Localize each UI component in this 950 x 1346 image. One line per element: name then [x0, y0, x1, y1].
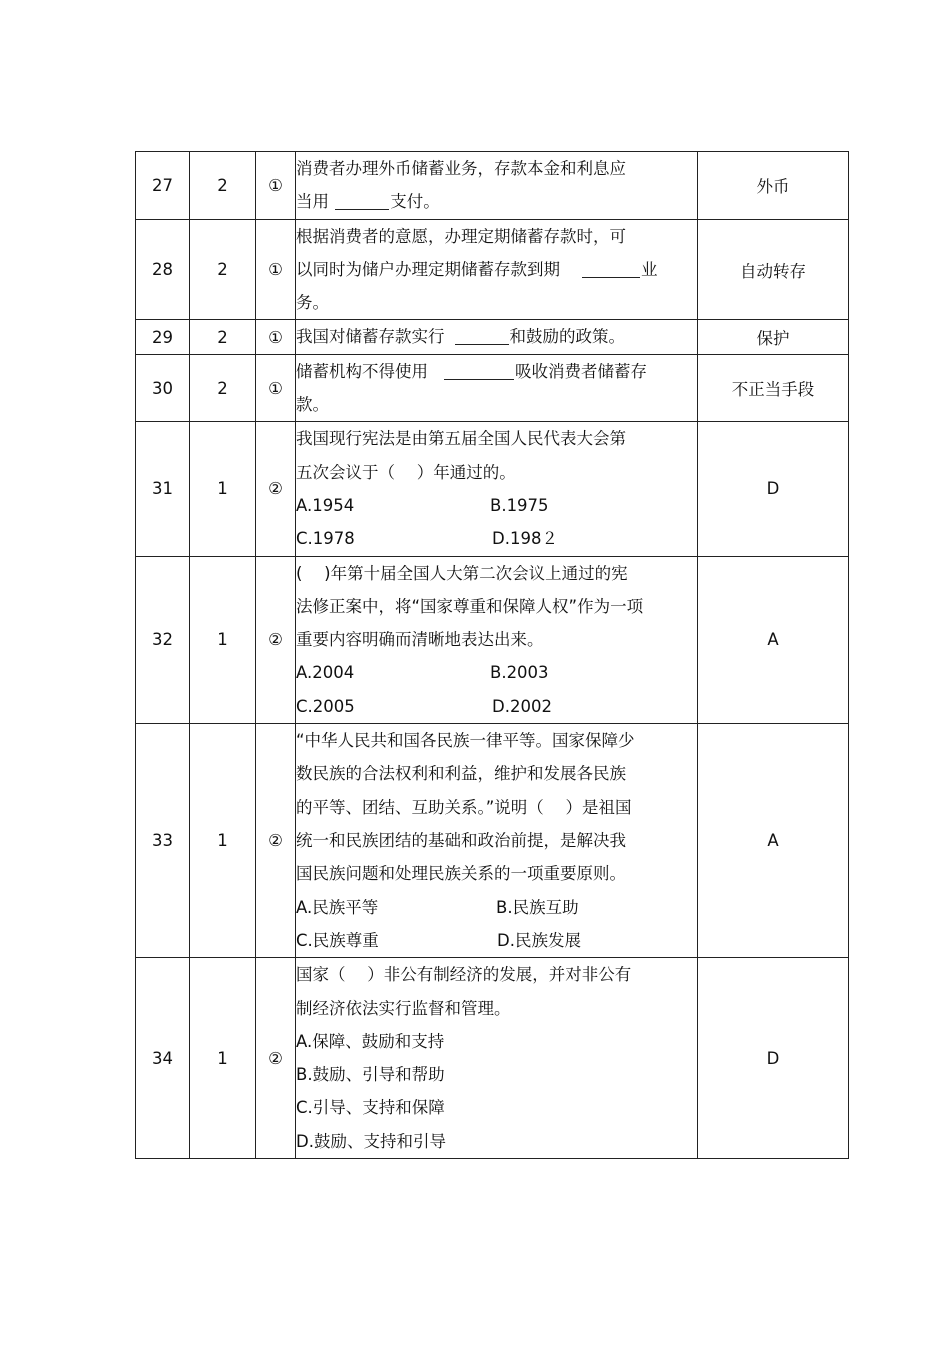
answer-cell: 保护 — [698, 320, 849, 354]
question-line: 法修正案中，将“国家尊重和保障人权”作为一项 — [296, 596, 644, 616]
option-item: C.2005 — [296, 696, 355, 716]
question-row — [136, 556, 849, 723]
question-row — [136, 152, 849, 220]
answer-cell: A — [698, 556, 849, 723]
question-number: 28 — [136, 219, 190, 320]
question-text — [296, 354, 698, 422]
question-line-with-blank — [296, 355, 697, 388]
question-type-marker: ② — [256, 556, 296, 723]
option-item: B.1975 — [490, 495, 549, 515]
question-score: 2 — [190, 152, 256, 220]
question-line: 的平等、团结、互助关系。”说明（ ）是祖国 — [296, 797, 632, 817]
option-item: D.2002 — [492, 696, 552, 716]
question-row — [136, 219, 849, 320]
question-number: 32 — [136, 556, 190, 723]
question-text — [296, 556, 698, 723]
option-item: C.民族尊重 — [296, 930, 379, 950]
question-row — [136, 724, 849, 958]
question-text — [296, 219, 698, 320]
question-line: 我国现行宪法是由第五届全国人民代表大会第 — [296, 429, 626, 449]
question-type-marker: ② — [256, 422, 296, 556]
option-item: C.1978 — [296, 529, 355, 549]
question-line: B.鼓励、引导和帮助 — [296, 1065, 445, 1085]
question-score: 2 — [190, 354, 256, 422]
question-text — [296, 152, 698, 220]
option-pair — [296, 924, 697, 957]
question-line: 数民族的合法权利和利益，维护和发展各民族 — [296, 764, 626, 784]
question-line: 国民族问题和处理民族关系的一项重要原则。 — [296, 864, 626, 884]
question-line: 国家（ ）非公有制经济的发展，并对非公有 — [296, 965, 632, 985]
question-number: 29 — [136, 320, 190, 354]
answer-cell: D — [698, 958, 849, 1159]
fill-in-blank — [335, 189, 389, 210]
option-pair — [296, 489, 697, 522]
blank-suffix: 吸收消费者储蓄存 — [515, 361, 647, 381]
question-line: D.鼓励、支持和引导 — [296, 1131, 446, 1151]
blank-prefix: 我国对储蓄存款实行 — [296, 327, 445, 347]
blank-prefix: 储蓄机构不得使用 — [296, 361, 428, 381]
answer-cell: D — [698, 422, 849, 556]
question-type-marker: ① — [256, 354, 296, 422]
question-line: “中华人民共和国各民族一律平等。国家保障少 — [296, 731, 635, 751]
question-line: 务。 — [296, 293, 329, 313]
question-score: 2 — [190, 320, 256, 354]
blank-suffix: 支付。 — [390, 192, 440, 212]
answer-cell: A — [698, 724, 849, 958]
fill-in-blank — [455, 324, 509, 345]
option-item: A.2004 — [296, 663, 355, 683]
option-item: A.民族平等 — [296, 897, 379, 917]
question-number: 33 — [136, 724, 190, 958]
blank-suffix: 和鼓励的政策。 — [509, 327, 625, 347]
blank-prefix: 当用 — [296, 192, 335, 212]
answer-cell: 外币 — [698, 152, 849, 220]
question-type-marker: ① — [256, 320, 296, 354]
question-text — [296, 958, 698, 1159]
question-row — [136, 320, 849, 354]
question-text — [296, 320, 698, 354]
question-number: 30 — [136, 354, 190, 422]
question-line-with-blank — [296, 320, 697, 353]
option-pair — [296, 891, 697, 924]
question-line: 款。 — [296, 395, 329, 415]
question-type-marker: ① — [256, 219, 296, 320]
question-line-with-blank — [296, 185, 697, 218]
question-line-with-blank — [296, 253, 697, 286]
question-line: C.引导、支持和保障 — [296, 1098, 445, 1118]
question-type-marker: ② — [256, 958, 296, 1159]
question-text — [296, 422, 698, 556]
question-table — [135, 151, 849, 1159]
question-type-marker: ② — [256, 724, 296, 958]
question-row — [136, 354, 849, 422]
question-line: 统一和民族团结的基础和政治前提，是解决我 — [296, 830, 626, 850]
answer-cell: 自动转存 — [698, 219, 849, 320]
option-pair — [296, 656, 697, 689]
option-pair — [296, 690, 697, 723]
question-score: 2 — [190, 219, 256, 320]
question-type-marker: ① — [256, 152, 296, 220]
question-number: 27 — [136, 152, 190, 220]
question-score: 1 — [190, 556, 256, 723]
option-item: D.民族发展 — [497, 930, 581, 950]
question-row — [136, 422, 849, 556]
question-line: 制经济依法实行监督和管理。 — [296, 998, 511, 1018]
question-line: 消费者办理外币储蓄业务，存款本金和利息应 — [296, 159, 626, 178]
fill-in-blank — [444, 359, 514, 380]
question-line: 根据消费者的意愿，办理定期储蓄存款时，可 — [296, 226, 626, 246]
question-line: A.保障、鼓励和支持 — [296, 1031, 445, 1051]
option-item: B.民族互助 — [496, 897, 579, 917]
fill-in-blank — [582, 257, 640, 278]
blank-prefix: 以同时为储户办理定期储蓄存款到期 — [296, 259, 560, 279]
question-score: 1 — [190, 422, 256, 556]
option-item: A.1954 — [296, 495, 355, 515]
question-text — [296, 724, 698, 958]
question-number: 34 — [136, 958, 190, 1159]
question-score: 1 — [190, 724, 256, 958]
blank-suffix: 业 — [641, 259, 658, 279]
question-line: 重要内容明确而清晰地表达出来。 — [296, 630, 544, 650]
answer-cell: 不正当手段 — [698, 354, 849, 422]
option-pair — [296, 522, 697, 555]
question-score: 1 — [190, 958, 256, 1159]
question-line: 五次会议于（ ）年通过的。 — [296, 462, 516, 482]
question-line: ( )年第十届全国人大第二次会议上通过的宪 — [296, 563, 628, 583]
question-row — [136, 958, 849, 1159]
option-item: D.198２ — [492, 529, 558, 549]
option-item: B.2003 — [490, 663, 549, 683]
question-number: 31 — [136, 422, 190, 556]
